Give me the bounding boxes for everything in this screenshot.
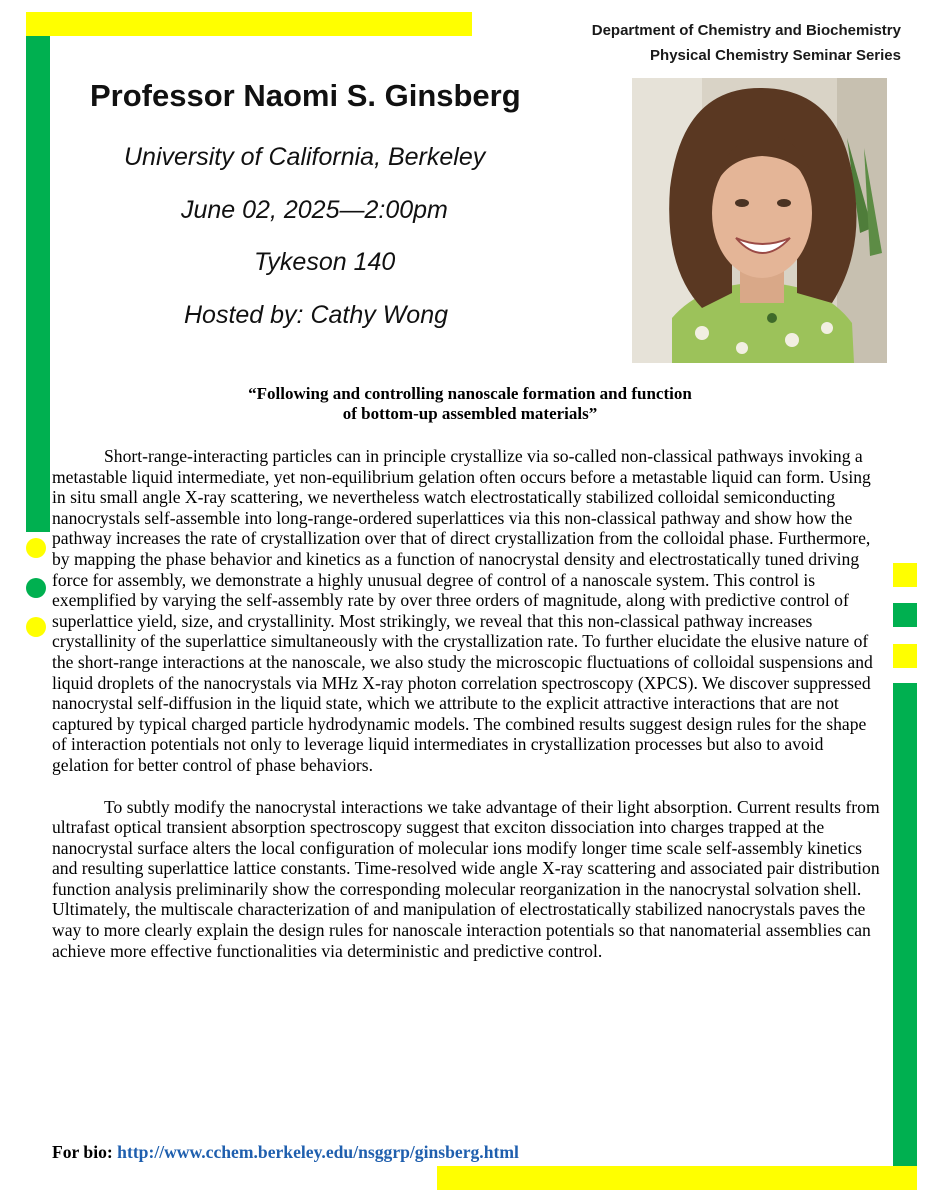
talk-title-line-1: “Following and controlling nanoscale formation and function [248,384,692,403]
left-green-bar [26,36,50,532]
abstract [52,446,884,961]
seminar-datetime: June 02, 2025—2:00pm [181,196,448,224]
right-green-square [893,603,917,627]
top-yellow-bar [26,12,472,36]
abstract-paragraph-1: Short-range-interacting particles can in principle crystallize via so-called non-classical pathways invoking a metastable liquid intermediate, yet non-equilibrium gelation often occurs before a metastable liquid can form. Using in situ small angle X-ray scattering, we nevertheless watch electrostatically stabilized colloidal semiconducting nanocrystals self-assemble into long-range-ordered superlattices via this non-classical pathway and show how the pathway increases the rate of crystallization over that of direct crystallization from the colloidal phase. Furthermore, by mapping the phase behavior and kinetics as a function of nanocrystal density and electrostatically tuned driving force for assembly, we demonstrate a highly unusual degree of control of a nanoscale system. This control is exemplified by varying the self-assembly rate by over three orders of magnitude, along with predictive control of superlattice yield, size, and crystallinity. Most strikingly, we reveal that this non-classical pathway increases crystallinity of the superlattice simultaneously with the crystallization rate. To further elucidate the elusive nature of the short-range interactions at the nanoscale, we also study the microscopic fluctuations of colloidal suspensions and liquid droplets of the nanocrystals via MHz X-ray photon correlation spectroscopy (XPCS). We discover suppressed nanocrystal self-diffusion in the liquid state, which we attribute to the explicit attractive interactions that are not captured by typical charged particle hydrodynamic models. The combined results suggest design rules for the shape of interaction potentials not only to leverage liquid intermediates in crystallization processes but also to avoid gelation for better control of phase behaviors. [52,446,873,775]
right-yellow-square-bottom [893,644,917,668]
seminar-header [592,18,901,68]
bio-link[interactable]: http://www.cchem.berkeley.edu/nsggrp/ginsberg.html [117,1142,519,1162]
bio-label: For bio: [52,1142,113,1162]
talk-title [120,384,820,424]
left-yellow-dot-top [26,538,46,558]
bio-line [52,1142,519,1163]
speaker-photo [632,78,887,363]
bottom-yellow-bar [437,1166,917,1190]
seminar-host: Hosted by: Cathy Wong [184,301,449,329]
abstract-paragraph-2: To subtly modify the nanocrystal interactions we take advantage of their light absorption. Current results from ultrafast optical transient absorption spectroscopy suggest that exciton dissociation into charges trapped at the nanocrystal surface alters the local configuration of molecular ions modify longer time scale self-assembly kinetics and resulting superlattice lattice constants. Time-resolved wide angle X-ray scattering and associated pair distribution function analysis preliminarily show the corresponding molecular reorganization in the nanocrystal solvation shell. Ultimately, the multiscale characterization of and manipulation of electrostatically stabilized nanocrystals paves the way to more clearly explain the design rules for nanoscale interaction potentials so that nanomaterial assemblies can achieve more effective functionalities via deterministic and predictive control. [52,796,880,961]
right-yellow-square-top [893,563,917,587]
talk-title-line-2: of bottom-up assembled materials” [342,404,598,423]
right-green-bar [893,683,917,1166]
department-name: Department of Chemistry and Biochemistry [591,22,901,39]
left-yellow-dot-bottom [26,617,46,637]
left-green-dot [26,578,46,598]
seminar-series-name: Physical Chemistry Seminar Series [650,47,901,64]
speaker-name: Professor Naomi S. Ginsberg [90,78,521,113]
speaker-affiliation: University of California, Berkeley [124,143,486,171]
seminar-location: Tykeson 140 [254,248,396,276]
